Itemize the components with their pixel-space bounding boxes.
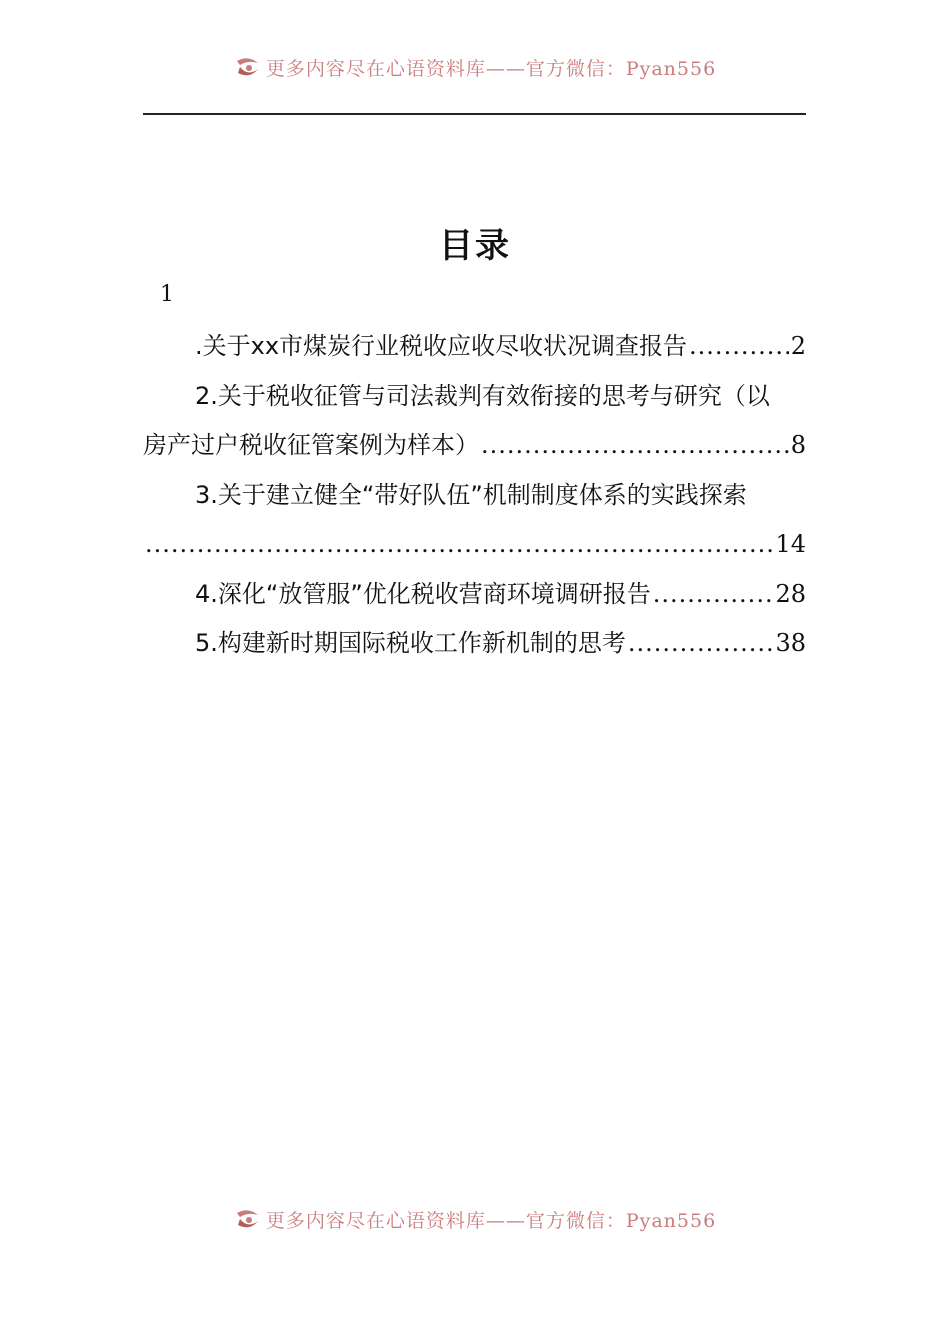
toc-page-number: 2 xyxy=(790,332,806,360)
toc-leader-dots xyxy=(653,570,774,620)
toc-entry-4[interactable] xyxy=(143,570,806,620)
toc-entry-title: 3.关于建立健全“带好队伍”机制制度体系的实践探索 xyxy=(195,480,747,509)
footer-watermark xyxy=(0,1206,950,1236)
toc-entry-5[interactable] xyxy=(143,619,806,669)
page-title: 目录 xyxy=(439,226,511,266)
watermark-text: 更多内容尽在心语资料库——官方微信： xyxy=(265,58,626,80)
toc-page-number: 8 xyxy=(790,431,806,459)
toc-entry-2[interactable] xyxy=(143,372,806,471)
toc-page-number: 14 xyxy=(775,530,806,558)
toc-line xyxy=(143,570,806,620)
toc-entry-title: 4.深化“放管服”优化税收营商环境调研报告 xyxy=(195,579,651,608)
watermark-logo-icon xyxy=(234,57,262,84)
watermark-handle: Pyan556 xyxy=(625,58,717,80)
watermark-handle: Pyan556 xyxy=(625,1210,717,1232)
toc-leader-dots xyxy=(689,322,789,372)
toc-entry-title: 2.关于税收征管与司法裁判有效衔接的思考与研究（以 xyxy=(195,381,770,410)
toc-entry-1[interactable] xyxy=(143,322,806,372)
toc-entry-title-cont: 房产过户税收征管案例为样本） xyxy=(143,431,479,459)
header-watermark xyxy=(0,54,950,84)
toc-page-number: 38 xyxy=(775,629,806,657)
header-rule xyxy=(143,113,806,115)
toc-line xyxy=(143,322,806,372)
table-of-contents xyxy=(143,322,806,669)
toc-leader-dots xyxy=(481,421,789,471)
toc-leader-dots xyxy=(145,520,773,570)
watermark-logo-icon xyxy=(234,1209,262,1236)
toc-leader-dots xyxy=(628,619,774,669)
toc-line xyxy=(143,520,806,570)
toc-line xyxy=(143,421,806,471)
toc-line xyxy=(143,619,806,669)
toc-line xyxy=(143,372,806,422)
toc-entry-title: 5.构建新时期国际税收工作新机制的思考 xyxy=(195,629,626,657)
stray-number: 1 xyxy=(160,282,174,307)
watermark-text: 更多内容尽在心语资料库——官方微信： xyxy=(265,1210,626,1232)
toc-page-number: 28 xyxy=(775,579,806,608)
toc-line xyxy=(143,471,806,521)
toc-entry-title: .关于xx市煤炭行业税收应收尽收状况调查报告 xyxy=(195,332,688,360)
toc-entry-3[interactable] xyxy=(143,471,806,570)
